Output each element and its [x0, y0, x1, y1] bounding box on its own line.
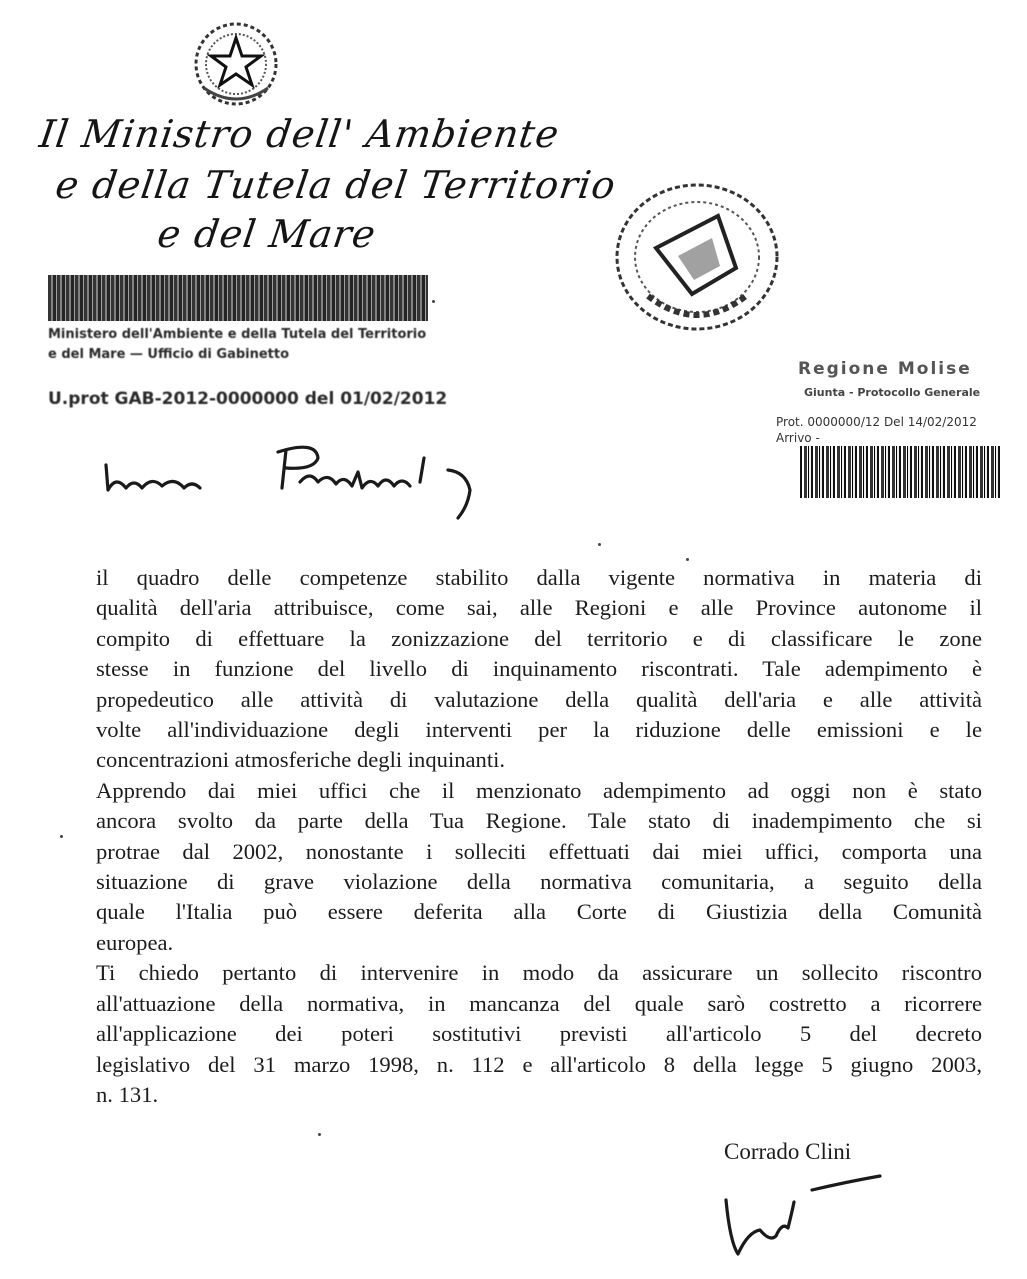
body-line: legislativo del 31 marzo 1998, n. 112 e all'articolo 8 della legge 5 giugno 2003, — [96, 1051, 982, 1077]
body-line: stesse in funzione del livello di inquinamento riscontrati. Tale adempimento è — [96, 656, 982, 682]
body-line: quale l'Italia può essere deferita alla Corte di Giustizia della Comunità — [96, 899, 982, 925]
official-round-stamp — [608, 176, 786, 338]
body-line: protrae dal 2002, nonostante i solleciti effettuati dai miei uffici, comporta una — [96, 838, 982, 864]
handwritten-salutation — [96, 430, 506, 530]
protocol-number: U.prot GAB-2012-0000000 del 01/02/2012 — [48, 389, 448, 409]
region-stamp-subtitle: Giunta - Protocollo Generale — [804, 386, 981, 399]
body-line: propedeutico alle attività di valutazione della qualità dell'aria e alle attività — [96, 686, 982, 712]
body-line: all'attuazione della normativa, in mancanza del quale sarò costretto a ricorrere — [96, 990, 982, 1016]
ministry-title-line: e della Tutela del Territorio — [52, 163, 619, 207]
italian-republic-emblem-icon — [190, 18, 282, 110]
body-line: europea. — [96, 929, 174, 955]
redacted-protocol-block — [48, 275, 428, 321]
body-line: il quadro delle competenze stabilito dalla vigente normativa in materia di — [96, 565, 982, 590]
body-line: volte all'individuazione degli interventi per la riduzione delle emissioni e le — [96, 717, 982, 743]
signatory-name: Corrado Clini — [724, 1139, 852, 1164]
body-line: concentrazioni atmosferiche degli inquinanti. — [96, 747, 506, 773]
handwritten-signature — [716, 1172, 896, 1262]
body-line: n. 131. — [96, 1081, 159, 1107]
body-line: Apprendo dai miei uffici che il menzionato adempimento ad oggi non è stato — [96, 777, 982, 803]
scan-speck — [318, 1133, 321, 1136]
body-line: all'applicazione dei poteri sostitutivi previsti all'articolo 5 del decreto — [96, 1021, 982, 1047]
body-line: compito di effettuare la zonizzazione del territorio e di classificare le zone — [96, 625, 982, 651]
region-arrival-label: Arrivo - — [776, 431, 820, 445]
body-line: qualità dell'aria attribuisce, come sai, alle Regioni e alle Province autonome il — [96, 595, 982, 621]
protocol-line: e del Mare — Ufficio di Gabinetto — [48, 347, 290, 362]
scan-speck — [598, 543, 601, 546]
body-line: ancora svolto da parte della Tua Regione. Tale stato di inadempimento che si — [96, 808, 982, 834]
body-line: situazione di grave violazione della normativa comunitaria, a seguito della — [96, 869, 982, 895]
region-stamp-title: Regione Molise — [798, 359, 972, 379]
ministry-title-line: Il Ministro dell' Ambiente — [36, 112, 563, 156]
letter-body — [96, 563, 982, 1110]
barcode — [800, 446, 1000, 498]
protocol-line: Ministero dell'Ambiente e della Tutela del Territorio — [48, 327, 427, 342]
scan-speck — [60, 835, 63, 838]
ministry-title-line: e del Mare — [154, 212, 379, 256]
body-line: Ti chiedo pertanto di intervenire in modo da assicurare un sollecito riscontro — [96, 960, 982, 986]
scan-speck — [686, 558, 689, 561]
region-protocol-number: Prot. 0000000/12 Del 14/02/2012 — [776, 415, 977, 429]
scan-speck — [432, 300, 435, 303]
